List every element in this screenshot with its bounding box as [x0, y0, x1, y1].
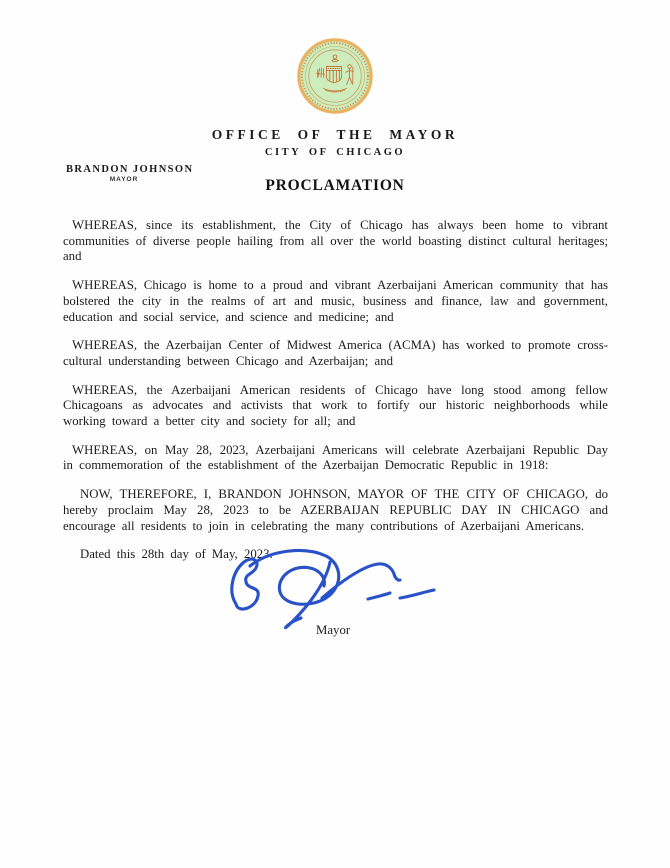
chicago-city-seal-icon: [296, 37, 374, 115]
whereas-paragraph-4: WHEREAS, the Azerbaijani American residents of Chicago have long stood among fellow Chicagoans as advocates and activists that work to fortify our historic neighborhoods while working toward a better city and society for all; and: [63, 382, 608, 429]
whereas-paragraph-3: WHEREAS, the Azerbaijan Center of Midwest America (ACMA) has worked to promote cross-cultural understanding between Chicago and Azerbaijan; and: [63, 338, 608, 368]
whereas-paragraph-5: WHEREAS, on May 28, 2023, Azerbaijani Americans will celebrate Azerbaijani Republic Day in commemoration of the establishment of the Azerbaijan Democratic Republic in 1918:: [63, 442, 608, 473]
official-title: MAYOR: [109, 176, 139, 183]
dated-line: Dated this 28th day of May, 2023.: [80, 547, 273, 562]
proclamation-body: [63, 218, 608, 576]
whereas-paragraph-1: WHEREAS, since its establishment, the City of Chicago has always been home to vibrant communities of diverse people hailing from all over the world boasting distinct cultural heritages; and: [63, 218, 608, 264]
city-of-chicago-heading: CITY OF CHICAGO: [264, 147, 406, 158]
official-name: BRANDON JOHNSON: [66, 164, 194, 175]
now-therefore-paragraph: NOW, THEREFORE, I, BRANDON JOHNSON, MAYOR OF THE CITY OF CHICAGO, do hereby proclaim May 28, 2023 to be AZERBAIJAN REPUBLIC DAY IN CHICAGO and encourage all residents to join in celebrating the many contributions of Azerbaijani Americans.: [63, 487, 608, 533]
whereas-paragraph-2: WHEREAS, Chicago is home to a proud and vibrant Azerbaijani American community that has bolstered the city in the realms of art and music, business and finance, law and government, education and social service, and science and medicine; and: [63, 278, 608, 324]
signature-role-label: Mayor: [316, 623, 351, 637]
document-title: PROCLAMATION: [265, 177, 405, 194]
office-of-the-mayor-heading: OFFICE OF THE MAYOR: [211, 127, 459, 142]
